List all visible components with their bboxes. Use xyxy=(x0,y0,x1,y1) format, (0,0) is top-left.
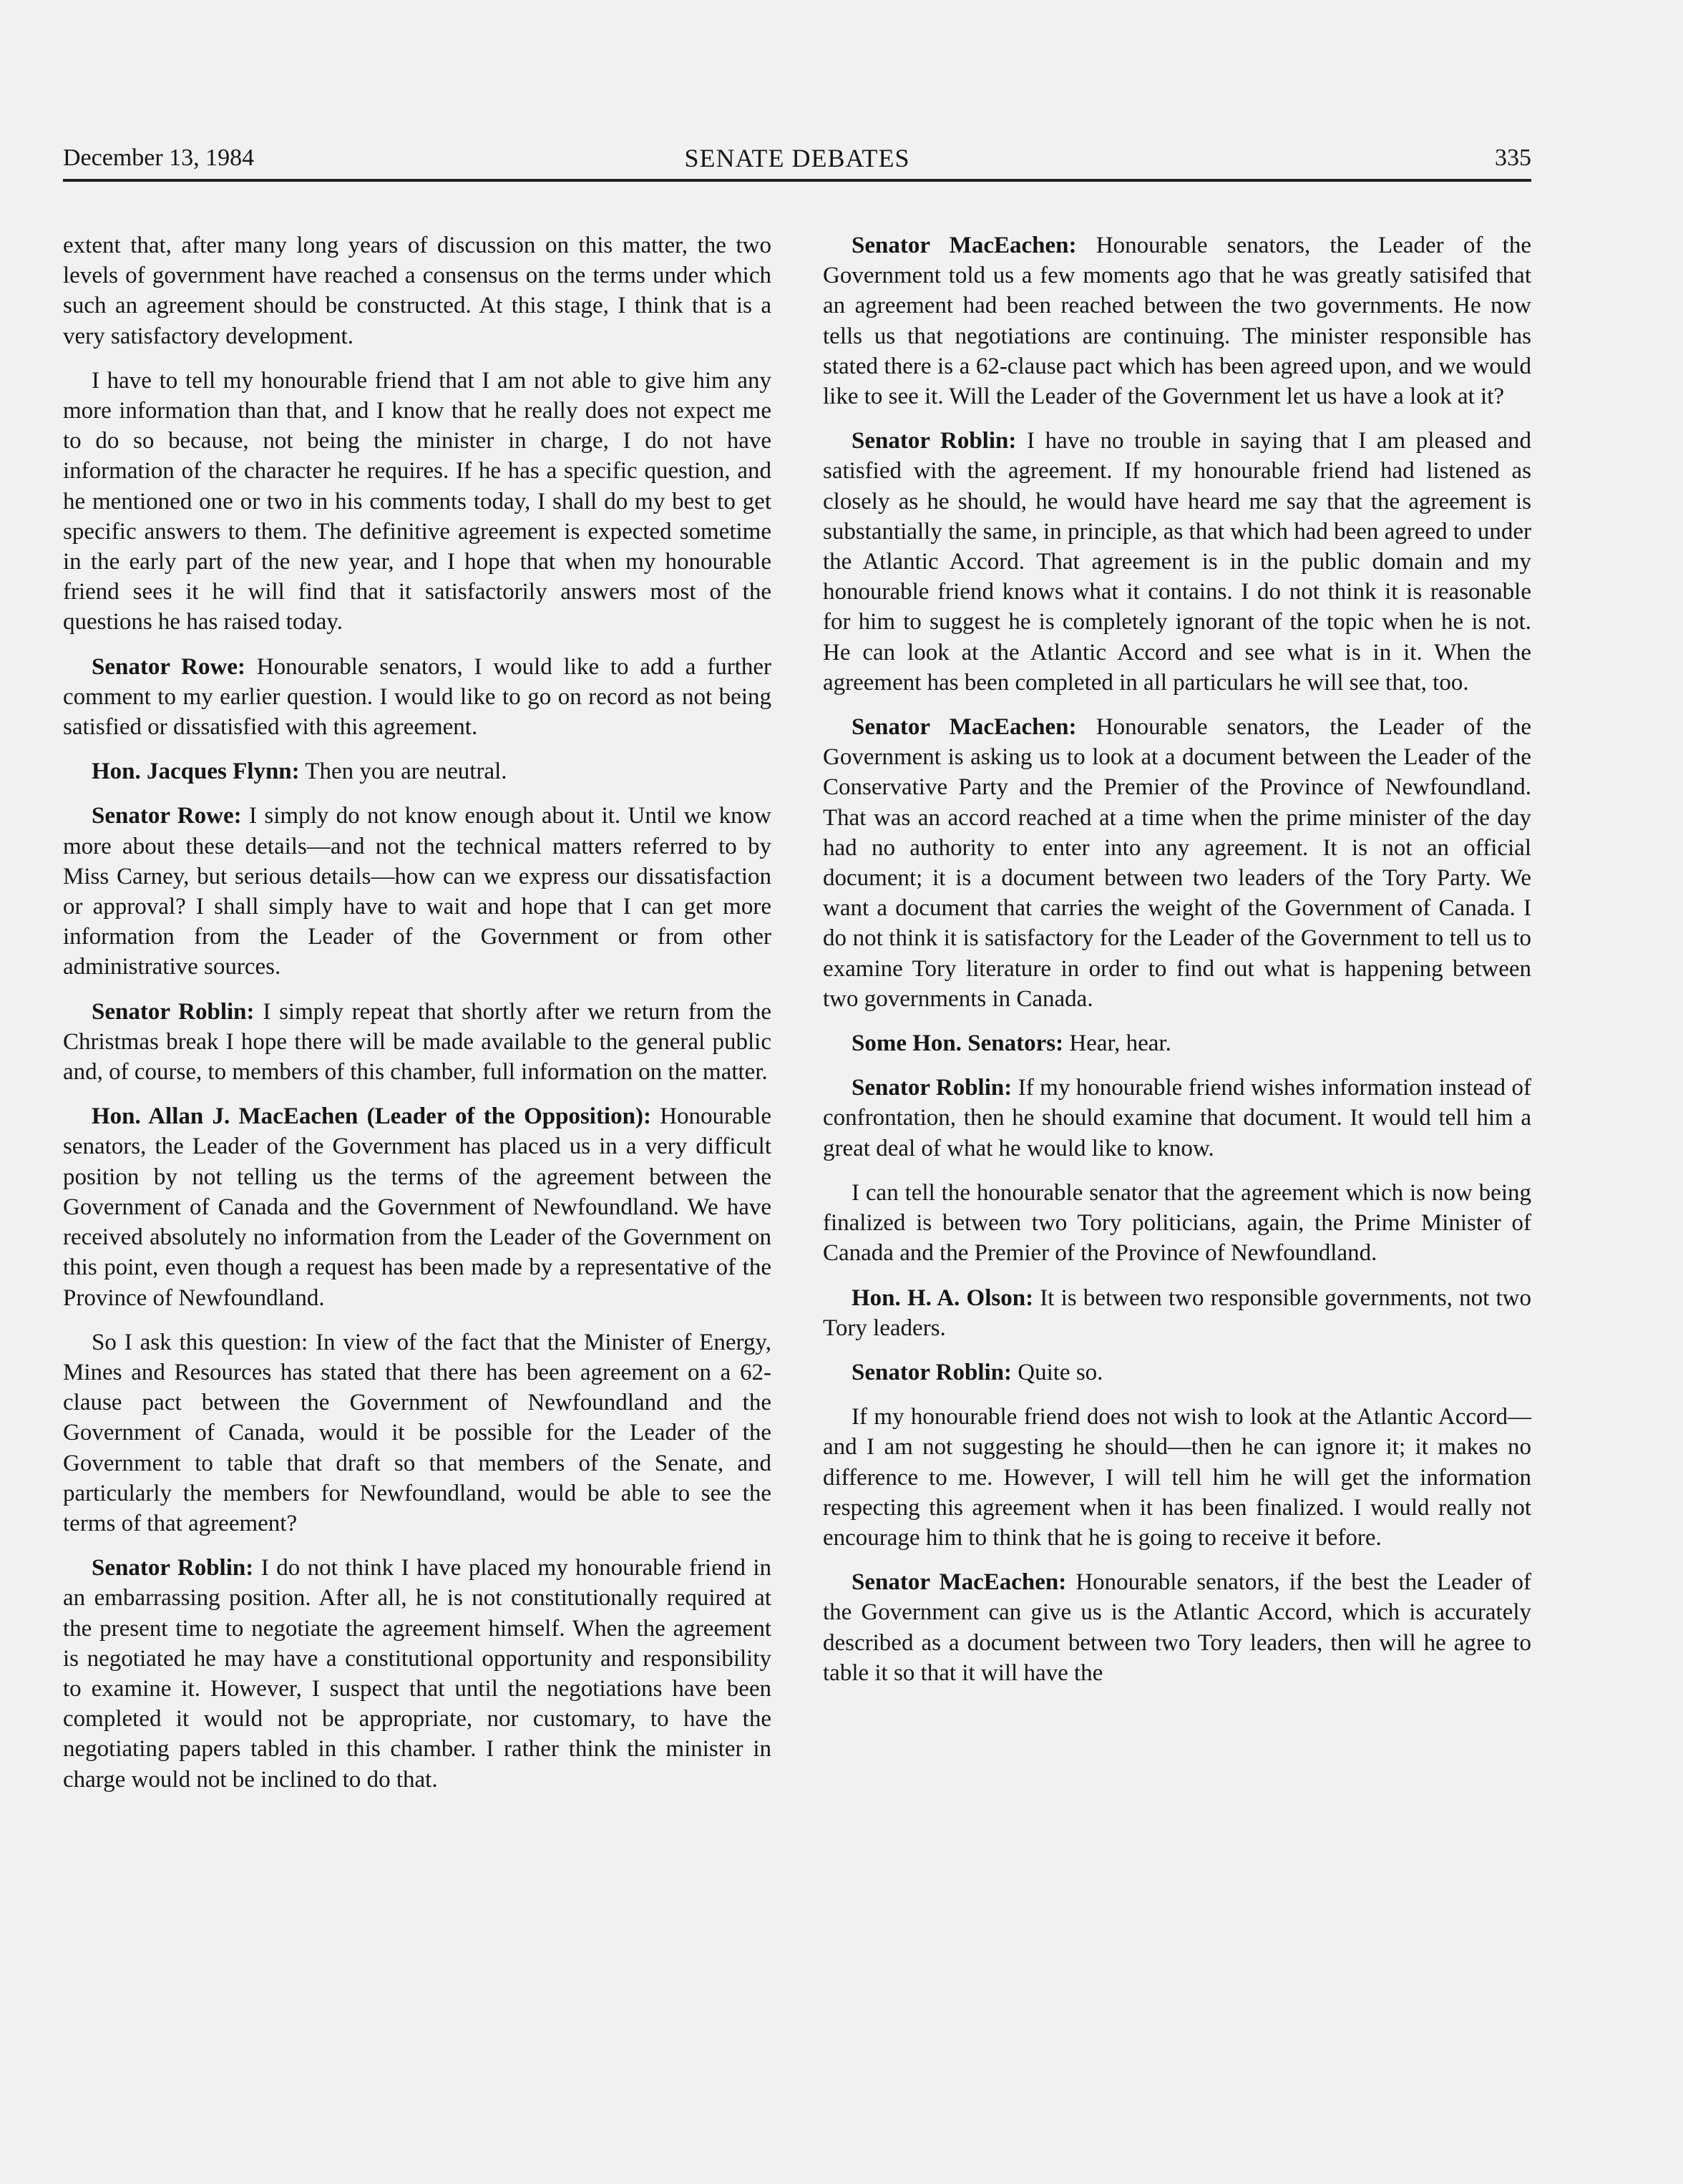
paragraph xyxy=(823,1028,1531,1058)
speaker-name: Senator Rowe: xyxy=(92,803,242,829)
paragraph-text: Hear, hear. xyxy=(1069,1030,1171,1057)
speaker-name: Senator MacEachen: xyxy=(852,233,1077,258)
paragraph xyxy=(63,1553,771,1795)
header-title: SENATE DEBATES xyxy=(684,144,910,172)
speaker-name: Hon. H. A. Olson: xyxy=(852,1284,1034,1311)
paragraph xyxy=(823,426,1531,698)
paragraph xyxy=(63,997,771,1088)
paragraph xyxy=(823,1402,1531,1553)
paragraph-text: extent that, after many long years of discussion on this matter, the two levels of government have reached a consensus on the terms under which such an agreement should be constructed. At this stage, I think that is a very satisfactory development. xyxy=(63,233,771,349)
speaker-name: Senator Roblin: xyxy=(92,1555,254,1581)
paragraph-text: Honourable senators, the Leader of the Government is asking us to look at a document between the Leader of the Conservative Party and the Premier of the Province of Newfoundland. That was an accord reached at a time when the prime minister of the day had no authority to enter into any agreement. It is not an official document; it is a document between two leaders of the Tory Party. We want a document that carries the weight of the Government of Canada. I do not think it is satisfactory for the Leader of the Government to tell us to examine Tory literature in order to find out what is happening between two governments in Canada. xyxy=(823,714,1532,1012)
speaker-name: Senator MacEachen: xyxy=(852,1569,1067,1596)
speaker-name: Some Hon. Senators: xyxy=(852,1030,1064,1057)
paragraph xyxy=(63,652,771,743)
paragraph xyxy=(823,1357,1531,1388)
paragraph-text: Then you are neutral. xyxy=(305,759,507,785)
left-column xyxy=(63,230,771,1809)
paragraph xyxy=(823,1073,1531,1164)
speaker-name: Senator Roblin: xyxy=(852,428,1017,454)
paragraph-text: Quite so. xyxy=(1018,1359,1103,1385)
paragraph xyxy=(63,230,771,351)
paragraph-text: I have to tell my honourable friend that I am not able to give him any more information than that, and I know that he really does not expect me to do so because, not being the minister in charge, I do not have information of the character he requires. If he has a specific question, and he mentioned one or two in his comments today, I shall do my best to get specific answers to them. The definitive agreement is expected sometime in the early part of the new year, and I hope that when my honourable friend sees it he will find that it satisfactorily answers most of the questions he has raised today. xyxy=(63,367,771,635)
speaker-name: Senator MacEachen: xyxy=(852,714,1077,741)
header-date: December 13, 1984 xyxy=(63,145,255,171)
paragraph xyxy=(63,1327,771,1539)
paragraph-text: I simply do not know enough about it. Until we know more about these details—and not the technical matters referred to by Miss Carney, but serious details—how can we express our dissatisfaction or approval? I shall simply have to wait and hope that I can get more information from the Leader of the Government or from other administrative sources. xyxy=(63,803,771,980)
speaker-name: Senator Roblin: xyxy=(852,1075,1013,1101)
paragraph xyxy=(823,712,1531,1014)
paragraph xyxy=(63,1101,771,1312)
paragraph-text: If my honourable friend does not wish to look at the Atlantic Accord—and I am not suggesting he should—then he can ignore it; it makes no difference to me. However, I will tell him he will get the information respecting this agreement when it has been finalized. I would really not encourage him to think that he is going to receive it before. xyxy=(823,1404,1531,1551)
header-page-number: 335 xyxy=(1495,145,1531,171)
right-column xyxy=(823,230,1531,1702)
paragraph-text: Honourable senators, the Leader of the Government has placed us in a very difficult position by not telling us the terms of the agreement between the Government of Canada and the Government of Newfoundland. We have received absolutely no information from the Leader of the Government on this point, even though a request has been made by a representative of the Province of Newfoundland. xyxy=(63,1103,771,1311)
paragraph xyxy=(823,1567,1531,1688)
paragraph xyxy=(823,230,1531,411)
paragraph-text: Honourable senators, if the best the Leader of the Government can give us is the Atlantic Accord, which is accurately described as a document between two Tory leaders, then will he agree to table it so that it will have the xyxy=(823,1569,1532,1686)
paragraph-text: Honourable senators, I would like to add a further comment to my earlier question. I would like to go on record as not being satisfied or dissatisfied with this agreement. xyxy=(63,653,771,741)
paragraph-text: I do not think I have placed my honourable friend in an embarrassing position. After all, he is not constitutionally required at the present time to negotiate the agreement himself. When the agreement is negotiated he may have a constitutional opportunity and responsibility to examine it. However, I suspect that until the negotiations have been completed it would not be appropriate, nor customary, to have the negotiating papers tabled in this chamber. I rather think the minister in charge would not be inclined to do that. xyxy=(63,1555,771,1793)
paragraph-text: I can tell the honourable senator that the agreement which is now being finalized is between two Tory politicians, again, the Prime Minister of Canada and the Premier of the Province of Newfoundland. xyxy=(823,1179,1531,1267)
paragraph xyxy=(63,801,771,982)
paragraph-text: So I ask this question: In view of the fact that the Minister of Energy, Mines and Resources has stated that there has been agreement on a 62-clause pact between the Government of Newfoundland and the Government of Canada, would it be possible for the Leader of the Government to table that draft so that members of the Senate, and particularly the members for Newfoundland, would be able to see the terms of that agreement? xyxy=(63,1329,771,1536)
paragraph-text: I simply repeat that shortly after we return from the Christmas break I hope there will be made available to the general public and, of course, to members of this chamber, full information on the matter. xyxy=(63,998,772,1086)
paragraph xyxy=(823,1283,1531,1343)
paragraph-text: Honourable senators, the Leader of the Government told us a few moments ago that he was greatly satisifed that an agreement had been reached between the two governments. He now tells us that negotiations are continuing. The minister responsible has stated there is a 62-clause pact which has been agreed upon, and we would like to see it. Will the Leader of the Government let us have a look at it? xyxy=(823,233,1532,410)
speaker-name: Hon. Jacques Flynn: xyxy=(92,759,300,785)
paragraph-text: If my honourable friend wishes information instead of confrontation, then he should examine that document. It would tell him a great deal of what he would like to know. xyxy=(823,1075,1531,1161)
paragraph-text: I have no trouble in saying that I am pleased and satisfied with the agreement. If my honourable friend had listened as closely as he should, he would have heard me say that the agreement is substantially the same, in principle, as that which had been agreed to under the Atlantic Accord. That agreement is in the public domain and my honourable friend knows what it contains. I do not think it is reasonable for him to suggest he is completely ignorant of the topic when he is not. He can look at the Atlantic Accord and see what is in it. When the agreement has been completed in all particulars he will see that, too. xyxy=(823,428,1531,696)
speaker-name: Hon. Allan J. MacEachen (Leader of the Opposition): xyxy=(92,1103,651,1130)
page-header xyxy=(63,140,1531,182)
paragraph xyxy=(63,756,771,786)
paragraph-text: It is between two responsible governments, not two Tory leaders. xyxy=(823,1284,1531,1341)
speaker-name: Senator Roblin: xyxy=(92,998,255,1025)
speaker-name: Senator Roblin: xyxy=(852,1359,1013,1385)
paragraph xyxy=(63,366,771,638)
paragraph xyxy=(823,1178,1531,1269)
speaker-name: Senator Rowe: xyxy=(92,653,245,680)
